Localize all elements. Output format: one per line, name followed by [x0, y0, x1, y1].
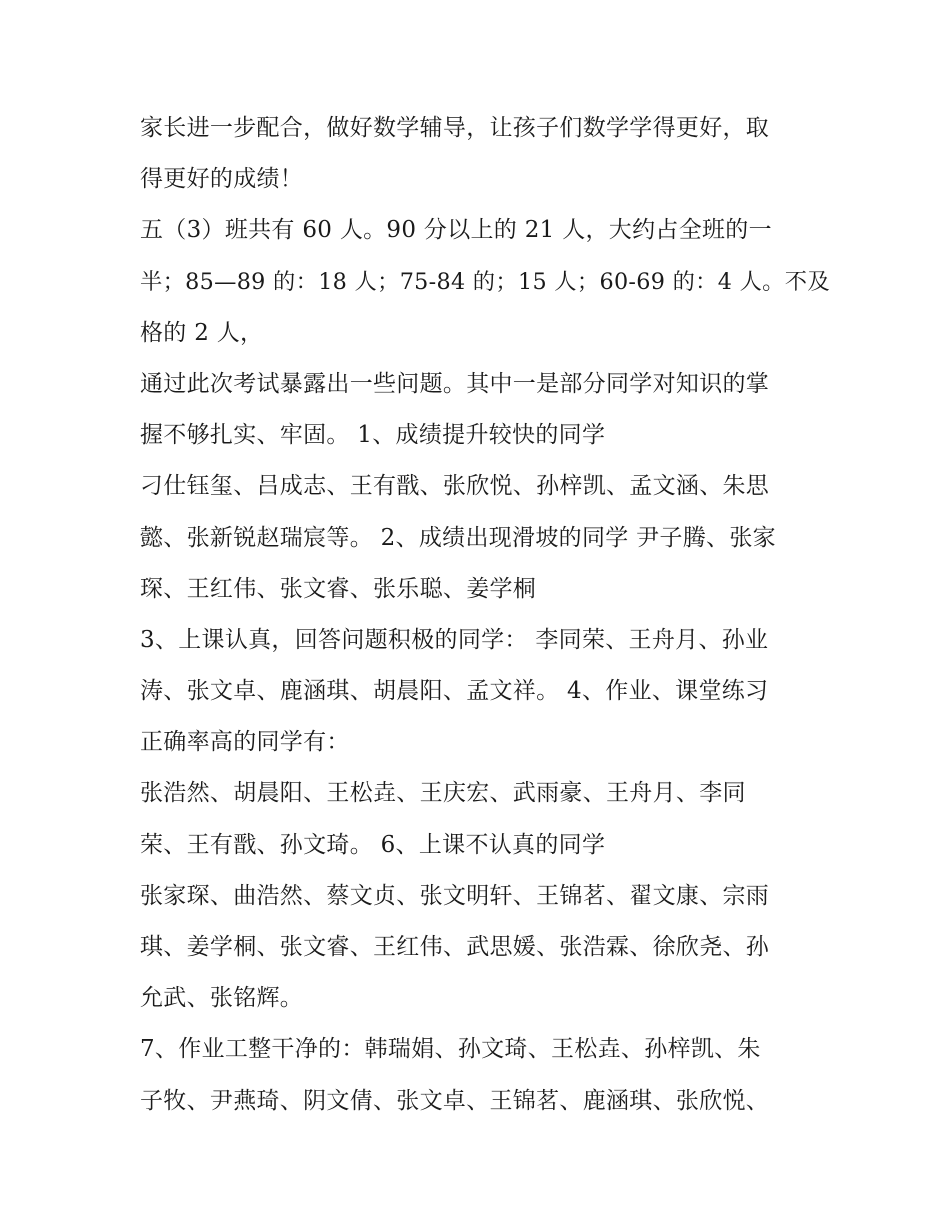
- text-line: 通过此次考试暴露出一些问题。其中一是部分同学对知识的掌: [140, 370, 770, 397]
- text-line: 五（3）班共有 60 人。90 分以上的 21 人，大约占全班的一: [140, 217, 772, 244]
- text-line: 懿、张新锐赵瑞宸等。 2、成绩出现滑坡的同学 尹子腾、张家: [140, 524, 776, 551]
- text-line: 琪、姜学桐、张文睿、王红伟、武思媛、张浩霖、徐欣尧、孙: [140, 934, 770, 960]
- text-line: 握不够扎实、牢固。 1、成绩提升较快的同学: [140, 422, 606, 449]
- text-line: 格的 2 人，: [140, 319, 264, 346]
- text-line: 刁仕钰玺、吕成志、王有戬、张欣悦、孙梓凯、孟文涵、朱思: [140, 473, 770, 500]
- text-line: 涛、张文卓、鹿涵琪、胡晨阳、孟文祥。 4、作业、课堂练习: [140, 678, 769, 705]
- text-line: 家长进一步配合，做好数学辅导，让孩子们数学学得更好，取: [140, 115, 770, 141]
- text-line: 荣、王有戬、孙文琦。 6、上课不认真的同学: [140, 831, 606, 858]
- text-line: 琛、王红伟、张文睿、张乐聪、姜学桐: [140, 575, 537, 602]
- text-line: 半；85—89 的：18 人；75-84 的；15 人；60-69 的：4 人。不及: [140, 268, 830, 295]
- text-line: 正确率高的同学有：: [140, 729, 350, 756]
- text-line: 7、作业工整干净的：韩瑞娟、孙文琦、王松垚、孙梓凯、朱: [140, 1036, 761, 1063]
- text-line: 允武、张铭辉。: [140, 985, 304, 1012]
- text-line: 子牧、尹燕琦、阴文倩、张文卓、王锦茗、鹿涵琪、张欣悦、: [140, 1087, 770, 1114]
- document-body: [140, 103, 830, 1127]
- text-line: 3、上课认真，回答问题积极的同学： 李同荣、王舟月、孙业: [140, 626, 769, 653]
- text-line: 张浩然、胡晨阳、王松垚、王庆宏、武雨豪、王舟月、李同: [140, 780, 746, 807]
- text-line: 张家琛、曲浩然、蔡文贞、张文明轩、王锦茗、翟文康、宗雨: [140, 882, 770, 909]
- text-line: 得更好的成绩！: [140, 166, 304, 193]
